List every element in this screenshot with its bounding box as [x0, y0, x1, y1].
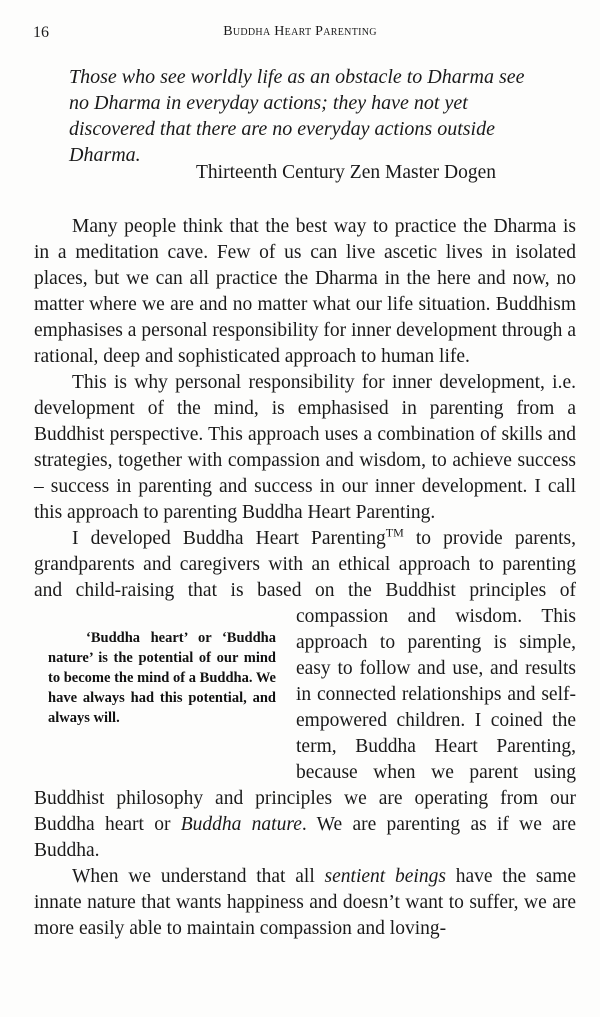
body-text	[34, 214, 576, 942]
page-number: 16	[33, 24, 49, 41]
epigraph-attribution: Thirteenth Century Zen Master Dogen	[196, 162, 496, 183]
paragraph-3-text-b-rest: principles of compassion and wisdom. This approach to parenting is simple, easy to follow and use, and results in connected relationships and self-empowered children. I coined the term, Buddha Heart Parenting, because when we parent using Buddhist philosophy and principles we are operating from our Buddha heart or	[34, 580, 576, 835]
paragraph-2: This is why personal responsibility for inner development, i.e. development of the mind, is emphasised in parenting from a Buddhist perspective. This approach uses a combination of skills and strategies, together with compassion and wisdom, to achieve success – success in parenting and success in our inner development. I call this approach to parenting Buddha Heart Parenting.	[34, 372, 576, 523]
paragraph-3-text-a: I developed Buddha Heart Parenting	[72, 528, 386, 549]
paragraph-4-text-b: have the same innate nature that wants happiness and doesn’t want to suffer, we are more easily able to maintain compassion and loving-	[34, 866, 576, 939]
running-head: Buddha Heart Parenting	[223, 24, 377, 39]
paragraph-4	[34, 864, 576, 942]
paragraph-3	[34, 526, 576, 864]
callout-box	[34, 606, 296, 768]
paragraph-3-text-c: . We are parenting as if we are Buddha.	[34, 814, 576, 861]
trademark-mark: TM	[385, 525, 404, 540]
paragraph-4-italic: sentient beings	[324, 866, 446, 887]
callout-text: ‘Buddha heart’ or ‘Buddha nature’ is the potential of our mind to become the mind of a Buddha. We have always had this potential, and always will.	[48, 630, 276, 726]
paragraph-3-text-b: to provide parents, grandparents and caregivers with an ethical approach to parenting and child-raising that is based on the Buddhist	[34, 528, 577, 601]
epigraph-quote: Those who see worldly life as an obstacle to Dharma see no Dharma in everyday actions; they have not yet discovered that there are no everyday actions outside Dharma.	[69, 66, 525, 166]
paragraph-1: Many people think that the best way to practice the Dharma is in a meditation cave. Few of us can live ascetic lives in isolated places, but we can all practice the Dharma in the here and now, no matter where we are and no matter what our life situation. Buddhism emphasises a personal responsibility for inner development through a rational, deep and sophisticated approach to human life.	[34, 216, 576, 367]
paragraph-4-text-a: When we understand that all	[72, 866, 325, 887]
paragraph-3-italic: Buddha nature	[180, 814, 302, 835]
